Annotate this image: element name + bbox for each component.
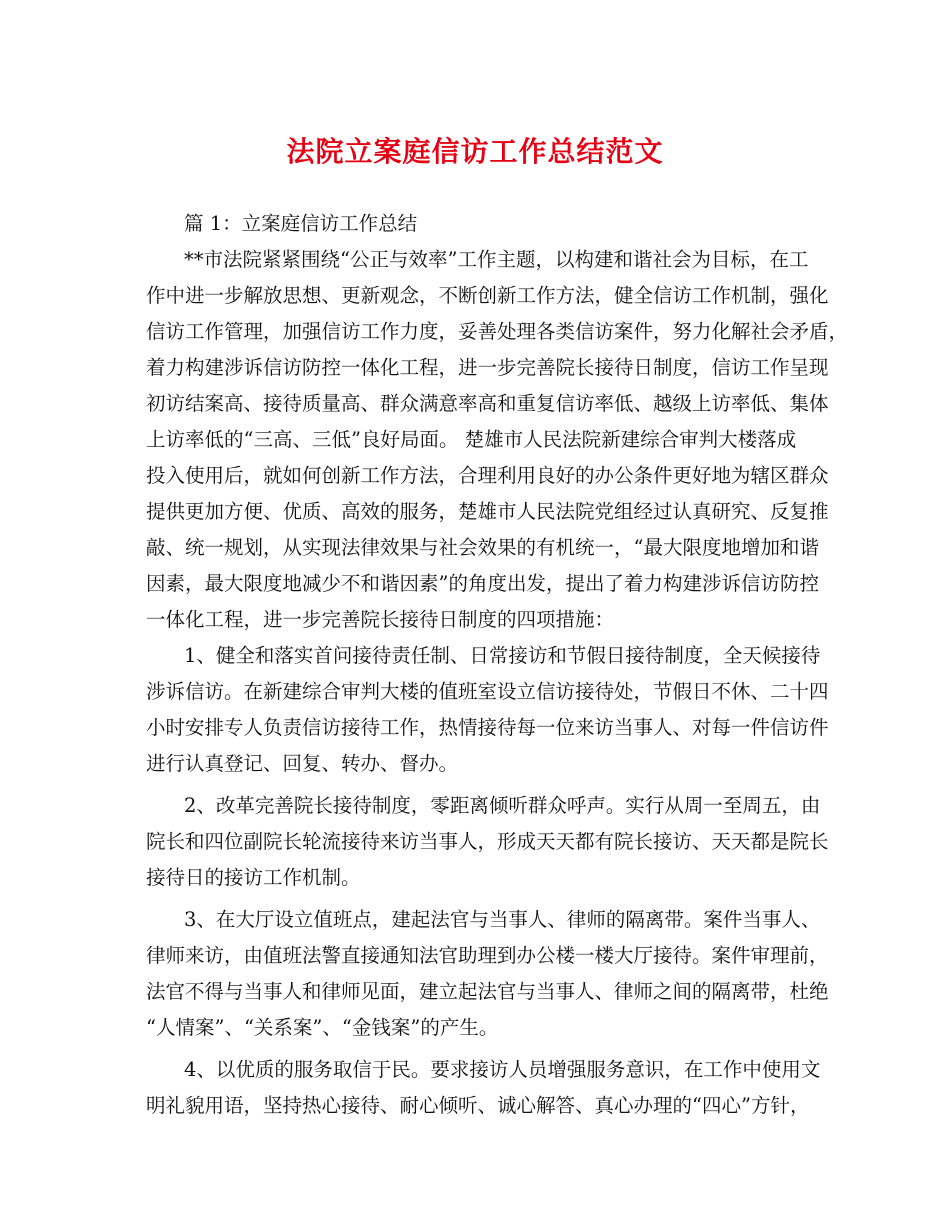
document-title: 法院立案庭信访工作总结范文 xyxy=(286,135,664,168)
text-line: 着力构建涉诉信访防控一体化工程，进一步完善院长接待日制度，信访工作呈现 xyxy=(146,356,829,379)
text-line: 提供更加方便、优质、高效的服务，楚雄市人民法院党组经过认真研究、反复推 xyxy=(146,500,829,523)
text-line: 一体化工程，进一步完善院长接待日制度的四项措施： xyxy=(146,608,615,631)
text-line: 进行认真登记、回复、转办、督办。 xyxy=(146,752,459,775)
text-line: 敲、统一规划，从实现法律效果与社会效果的有机统一，“最大限度地增加和谐 xyxy=(146,536,819,559)
text-line: 因素，最大限度地减少不和谐因素”的角度出发，提出了着力构建涉诉信访防控 xyxy=(146,572,819,595)
text-line: 3、在大厅设立值班点，建起法官与当事人、律师的隔离带。案件当事人、 xyxy=(184,908,821,931)
text-line: 上访率低的“三高、三低”良好局面。 楚雄市人民法院新建综合审判大楼落成 xyxy=(146,428,797,451)
text-line: 篇 1：立案庭信访工作总结 xyxy=(184,212,418,235)
text-line: “人情案”、“关系案”、“金钱案”的产生。 xyxy=(146,1016,499,1039)
text-line: 小时安排专人负责信访接待工作，热情接待每一位来访当事人、对每一件信访件 xyxy=(146,716,829,739)
text-line: 作中进一步解放思想、更新观念，不断创新工作方法，健全信访工作机制，强化 xyxy=(146,284,829,307)
text-line: 投入使用后，就如何创新工作方法，合理利用良好的办公条件更好地为辖区群众 xyxy=(146,464,829,487)
text-line: 明礼貌用语，坚持热心接待、耐心倾听、诚心解答、真心办理的“四心”方针， xyxy=(146,1094,810,1117)
text-line: 接待日的接访工作机制。 xyxy=(146,866,361,889)
text-line: 初访结案高、接待质量高、群众满意率高和重复信访率低、越级上访率低、集体 xyxy=(146,392,829,415)
text-line: 法官不得与当事人和律师见面，建立起法官与当事人、律师之间的隔离带，杜绝 xyxy=(146,980,829,1003)
text-line: 涉诉信访。在新建综合审判大楼的值班室设立信访接待处，节假日不休、二十四 xyxy=(146,680,829,703)
text-line: 信访工作管理，加强信访工作力度，妥善处理各类信访案件，努力化解社会矛盾， xyxy=(146,320,849,343)
text-line: 律师来访，由值班法警直接通知法官助理到办公楼一楼大厅接待。案件审理前， xyxy=(146,944,829,967)
text-line: 4、以优质的服务取信于民。要求接访人员增强服务意识，在工作中使用文 xyxy=(184,1058,821,1081)
text-line: **市法院紧紧围绕“公正与效率”工作主题，以构建和谐社会为目标，在工 xyxy=(184,248,809,271)
text-line: 1、健全和落实首问接待责任制、日常接访和节假日接待制度，全天候接待 xyxy=(184,644,821,667)
document-body xyxy=(146,206,849,1124)
text-line: 院长和四位副院长轮流接待来访当事人，形成天天都有院长接访、天天都是院长 xyxy=(146,830,829,853)
text-line: 2、改革完善院长接待制度，零距离倾听群众呼声。实行从周一至周五，由 xyxy=(184,794,821,817)
